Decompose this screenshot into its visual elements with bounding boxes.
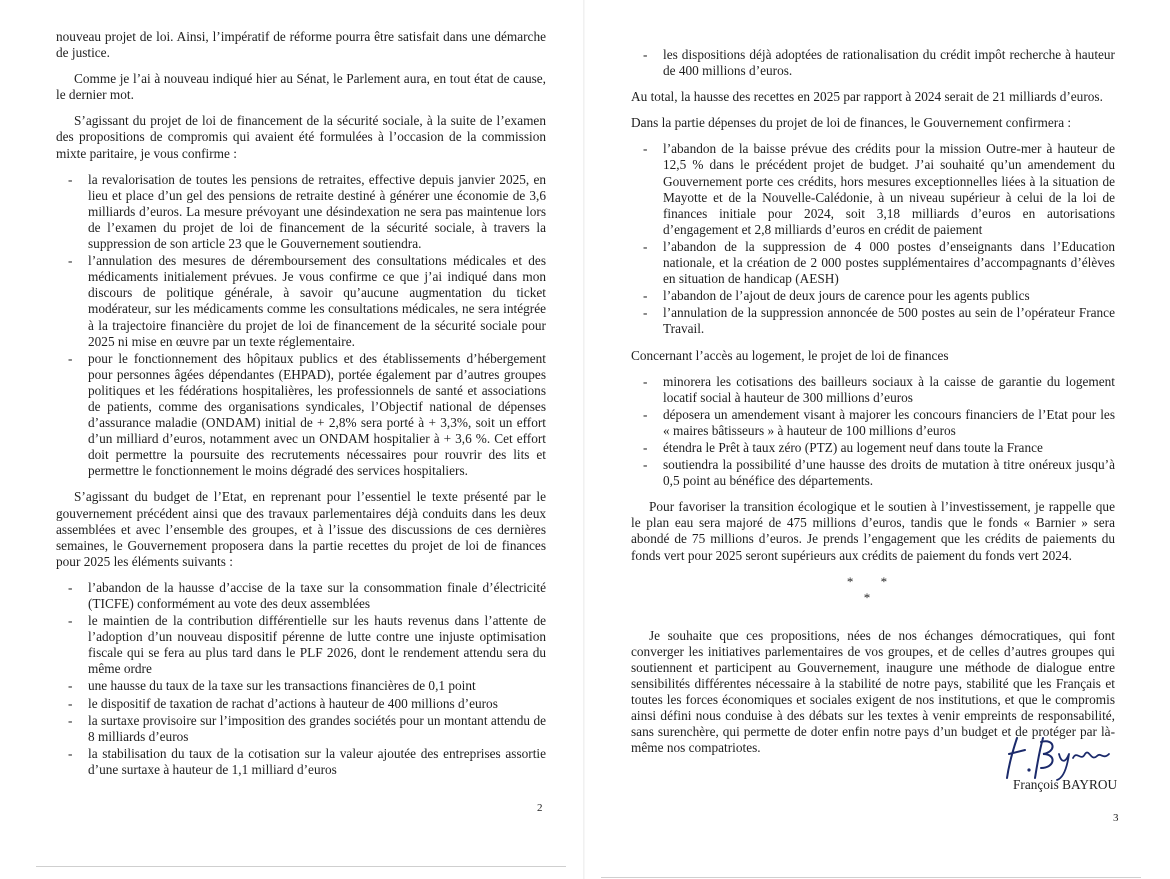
bullet-list-logement xyxy=(631,374,1115,490)
separator-stars-bottom: * xyxy=(863,589,883,605)
signature-name: François BAYROU xyxy=(1013,777,1118,792)
list-item: - pour le fonctionnement des hôpitaux publics et des établissements d’hébergement pour personnes âgées dépendantes (EHPAD), portée également par d’autres groupes politiques et les fédérations hospitalières, les professionnels de santé et associations de patients, comme des organisations syndicales, l’Objectif national de dépenses d’assurance maladie (ONDAM) initial de + 2,8% sera porté à + 3,3%, soit un effort d’un milliard d’euros, notamment avec un ONDAM hospitalier à + 3,6 %. Cet effort doit permettre la poursuite des recrutements nécessaires pour rouvrir des lits et permettre le fonctionnement le moins dégradé des services hospitaliers. xyxy=(56,351,546,480)
list-item: - l’abandon de l’ajout de deux jours de carence pour les agents publics xyxy=(631,288,1115,304)
list-item: - soutiendra la possibilité d’une hausse des droits de mutation à titre onéreux jusqu’à 0,5 point au bénéfice des départements. xyxy=(631,457,1115,489)
list-item: - l’abandon de la suppression de 4 000 postes d’enseignants dans l’Education nationale, et la création de 2 000 postes supplémentaires d’accompagnants d’élèves en situation de handicap (AESH) xyxy=(631,239,1115,287)
page-2-text xyxy=(56,29,546,788)
page-number: 3 xyxy=(1113,812,1119,824)
paragraph-logement: Concernant l’accès au logement, le projet de loi de finances xyxy=(631,347,949,363)
handwritten-signature xyxy=(1003,732,1113,782)
list-item: - la revalorisation de toutes les pensions de retraites, effective depuis janvier 2025, en lieu et place d’un gel des pensions de retraite destiné à générer une économie de 3,6 milliards d’euros. La mesure prévoyant une désindexation ne sera pas maintenue lors de l’examen du projet de loi de financement de la sécurité sociale, à travers la suppression de son article 23 que le Gouvernement soutiendra. xyxy=(56,172,546,252)
list-item: - la stabilisation du taux de la cotisation sur la valeur ajoutée des entreprises assortie d’une surtaxe à hauteur de 1,1 milliard d’euros xyxy=(56,746,546,778)
paragraph-continuation: nouveau projet de loi. Ainsi, l’impératif de réforme pourra être satisfait dans une démarche de justice. xyxy=(56,29,546,61)
list-item: - le dispositif de taxation de rachat d’actions à hauteur de 400 millions d’euros xyxy=(56,696,546,712)
list-item: - une hausse du taux de la taxe sur les transactions financières de 0,1 point xyxy=(56,678,546,694)
separator-stars-top: * * xyxy=(846,573,900,589)
page-3-text xyxy=(631,47,1115,766)
paragraph-depenses: Dans la partie dépenses du projet de loi de finances, le Gouvernement confirmera : xyxy=(631,115,1072,131)
list-item: - les dispositions déjà adoptées de rationalisation du crédit impôt recherche à hauteur de 400 millions d’euros. xyxy=(631,47,1115,79)
list-item: - l’annulation des mesures de déremboursement des consultations médicales et des médicaments initialement prévues. Je vous confirme ce que j’ai indiqué dans mon discours de politique générale, à savoir qu’aucune augmentation du ticket modérateur, sur les médicaments comme les consultations médicales, ne sera intégrée à la trajectoire financière du projet de loi de financement de la sécurité sociale pour 2025 ni mise en œuvre par un texte réglementaire. xyxy=(56,253,546,350)
paragraph-senat: Comme je l’ai à nouveau indiqué hier au Sénat, le Parlement aura, en tout état de cause, le dernier mot. xyxy=(56,71,546,103)
page-bottom-edge xyxy=(36,866,566,867)
list-item: - étendra le Prêt à taux zéro (PTZ) au logement neuf dans toute la France xyxy=(631,440,1115,456)
list-item: - l’abandon de la hausse d’accise de la taxe sur la consommation finale d’électricité (TICFE) conformément au vote des deux assemblées xyxy=(56,580,546,612)
paragraph-total-recettes: Au total, la hausse des recettes en 2025 par rapport à 2024 serait de 21 milliards d’euros. xyxy=(631,89,1103,105)
paragraph-securite-sociale: S’agissant du projet de loi de financement de la sécurité sociale, à la suite de l’examen des propositions de compromis qui avaient été formulées à l’occasion de la commission mixte paritaire, je vous confirme : xyxy=(56,113,546,161)
page-number: 2 xyxy=(537,802,543,814)
list-item: - l’annulation de la suppression annoncée de 500 postes au sein de l’opérateur France Travail. xyxy=(631,305,1115,337)
paragraph-transition-ecologique: Pour favoriser la transition écologique et le soutien à l’investissement, je rappelle que le plan eau sera majoré de 475 millions d’euros, tandis que le fonds « Barnier » sera abondé de 75 millions d’euros. Je prends l’engagement que les crédits de paiements du fonds vert pour 2025 seront supérieurs aux crédits de paiement du fonds vert 2024. xyxy=(631,499,1115,563)
list-item: - la surtaxe provisoire sur l’imposition des grandes sociétés pour un montant attendu de 8 milliards d’euros xyxy=(56,713,546,745)
list-item: - l’abandon de la baisse prévue des crédits pour la mission Outre-mer à hauteur de 12,5 % dans le précédent projet de budget. J’ai souhaité qu’un amendement du Gouvernement porte ces crédits, hors mesures exceptionnelles liées à la situation de Mayotte et de la Nouvelle-Calédonie, à un niveau supérieur à celui de la loi de finances initiale pour 2024, soit 3,18 milliards d’euros en autorisations d’engagement et 2,8 milliards d’euros en crédit de paiement xyxy=(631,141,1115,238)
list-item: - minorera les cotisations des bailleurs sociaux à la caisse de garantie du logement locatif social à hauteur de 300 millions d’euros xyxy=(631,374,1115,406)
page-bottom-edge xyxy=(601,877,1141,878)
bullet-list-depenses xyxy=(631,141,1115,337)
bullet-list-recettes xyxy=(56,580,546,778)
list-item: - le maintien de la contribution différentielle sur les hauts revenus dans l’attente de l’adoption d’un nouveau dispositif pérenne de lutte contre une injuste optimisation fiscale qui se fera au plus tard dans le PLF 2026, dont le rendement attendu sera du même ordre xyxy=(56,613,546,677)
bullet-list-securite-sociale xyxy=(56,172,546,480)
document-page-3 xyxy=(585,0,1170,879)
bullet-list-recettes-continued xyxy=(631,47,1115,79)
paragraph-budget-etat: S’agissant du budget de l’Etat, en reprenant pour l’essentiel le texte présenté par le gouvernement précédent ainsi que des travaux parlementaires déjà conduits dans les deux assemblées et avec l’ensemble des groupes, et à l’issue des discussions de ces dernières semaines, le Gouvernement proposera dans la partie recettes du projet de loi de finances pour 2025 les éléments suivants : xyxy=(56,489,546,569)
list-item: - déposera un amendement visant à majorer les concours financiers de l’Etat pour les « maires bâtisseurs » à hauteur de 100 millions d’euros xyxy=(631,407,1115,439)
paragraph-closing: Je souhaite que ces propositions, nées de nos échanges démocratiques, qui font converger les initiatives parlementaires de vos groupes, et de celles d’autres groupes qui soutiennent et participent au Gouvernement, inaugure une méthode de dialogue entre sensibilités différentes nécessaire à la stabilité de notre pays, stabilité que les Français et toutes les forces économiques et sociales exigent de nos institutions, et que le compromis ainsi défini nous conduise à des débats sur les textes à venir empreints de responsabilité, sans surenchère, qui permette de doter enfin notre pays d’un budget et de protéger par là-même nos compatriotes. xyxy=(631,627,1115,756)
